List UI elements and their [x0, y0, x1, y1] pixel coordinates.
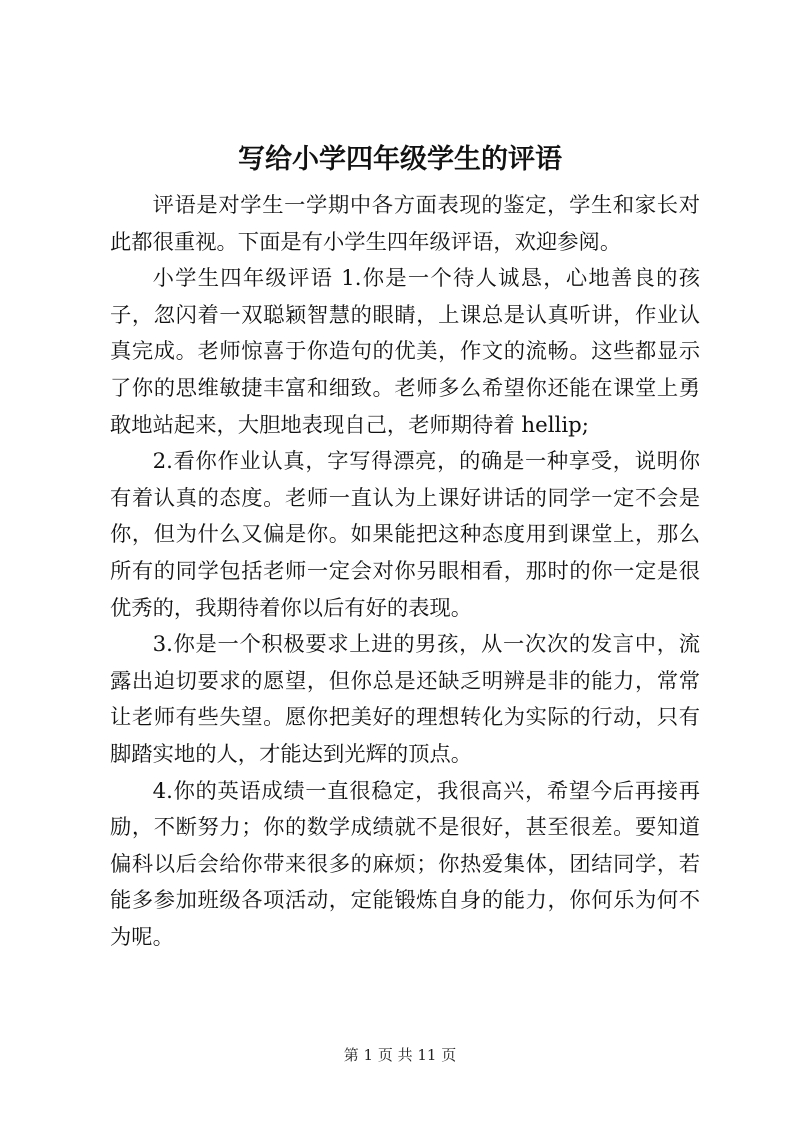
paragraph-intro: 评语是对学生一学期中各方面表现的鉴定，学生和家长对此都很重视。下面是有小学生四年级评语，欢迎参阅。 — [110, 193, 700, 255]
document-body — [110, 188, 700, 956]
paragraph-comment-4: 4.你的英语成绩一直很稳定，我很高兴，希望今后再接再励，不断努力；你的数学成绩就不是很好，甚至很差。要知道偏科以后会给你带来很多的麻烦；你热爱集体，团结同学，若能多参加班级各项活动，定能锻炼自身的能力，你何乐为何不为呢。 — [110, 778, 700, 950]
paragraph-comment-3: 3.你是一个积极要求上进的男孩，从一次次的发言中，流露出迫切要求的愿望，但你总是还缺乏明辨是非的能力，常常让老师有些失望。愿你把美好的理想转化为实际的行动，只有脚踏实地的人，才能达到光辉的顶点。 — [110, 632, 700, 767]
document-title: 写给小学四年级学生的评语 — [238, 144, 562, 175]
page-number-footer: 第 1 页 共 11 页 — [343, 1046, 457, 1064]
paragraph-comment-1: 小学生四年级评语 1.你是一个待人诚恳，心地善良的孩子，忽闪着一双聪颖智慧的眼睛，上课总是认真听讲，作业认真完成。老师惊喜于你造句的优美，作文的流畅。这些都显示了你的思维敏捷丰富和细致。老师多么希望你还能在课堂上勇敢地站起来，大胆地表现自己，老师期待着 hellip; — [110, 266, 700, 438]
paragraph-comment-2: 2.看你作业认真，字写得漂亮，的确是一种享受，说明你有着认真的态度。老师一直认为上课好讲话的同学一定不会是你，但为什么又偏是你。如果能把这种态度用到课堂上，那么所有的同学包括老师一定会对你另眼相看，那时的你一定是很优秀的，我期待着你以后有好的表现。 — [110, 449, 700, 621]
